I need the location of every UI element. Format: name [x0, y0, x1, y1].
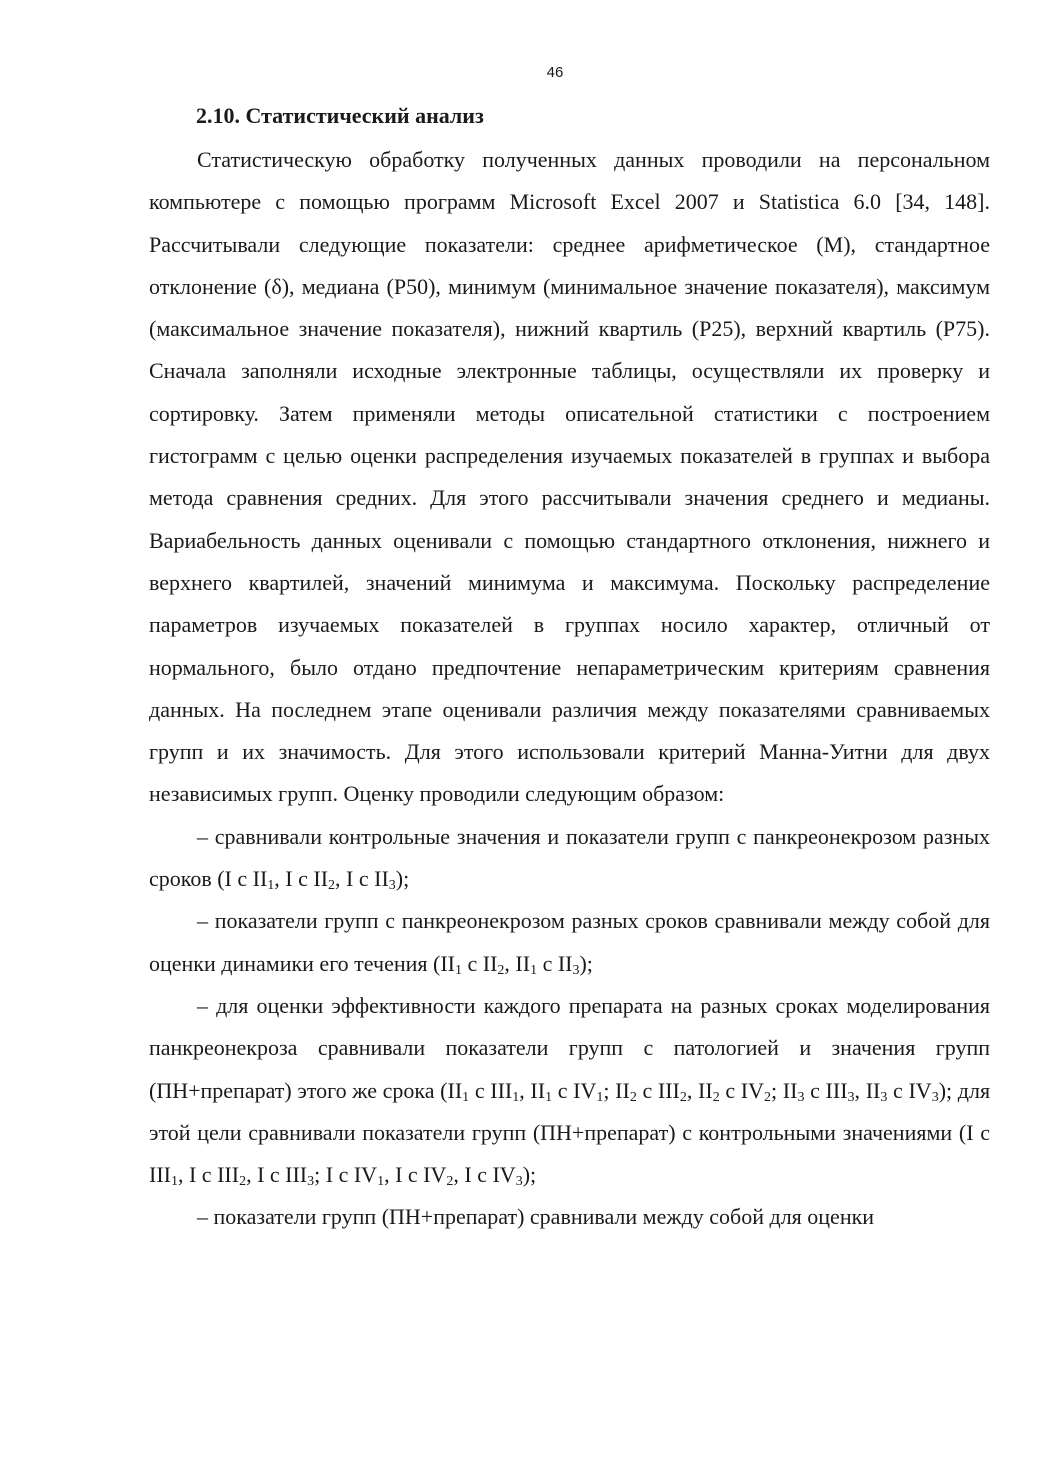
text-run: – показатели групп с панкреонекрозом разных сроков сравнивали между собой для оценки динамики его течения (II	[149, 908, 990, 976]
paragraph	[149, 139, 990, 816]
text-run: , I с III	[246, 1162, 308, 1188]
text-run: , I с II	[335, 866, 389, 892]
subscript: 2	[239, 1174, 247, 1190]
subscript: 3	[880, 1089, 888, 1105]
paragraph	[149, 985, 990, 1196]
text-run: );	[522, 1162, 537, 1188]
text-run: , I с III	[177, 1162, 240, 1188]
subscript: 2	[328, 878, 336, 894]
text-run: с II	[537, 950, 573, 976]
text-run: , II	[519, 1077, 546, 1103]
text-run: – показатели групп (ПН+препарат) сравнивали между собой для оценки	[197, 1204, 875, 1230]
text-run: , II	[686, 1077, 713, 1103]
section-heading: 2.10. Статистический анализ	[196, 103, 484, 128]
subscript: 2	[497, 962, 505, 978]
subscript: 1	[512, 1089, 520, 1105]
subscript: 1	[462, 1089, 470, 1105]
page-number: 46	[546, 64, 564, 81]
text-run: с III	[636, 1077, 680, 1103]
subscript: 2	[446, 1174, 454, 1190]
text-run: );	[579, 950, 593, 976]
text-run: , I с IV	[384, 1162, 447, 1188]
text-run: Статистическую обработку полученных данных проводили на персональном компьютере с помощью программ Microsoft Excel 2007 и Statistica 6.0 [34, 148]. Рассчитывали следующие показатели: среднее арифметическое (М), стандартное отклонение (δ), медиана (Р50), минимум (минимальное значение показателя), максимум (максимальное значение показателя), нижний квартиль (Р25), верхний квартиль (Р75). Сначала заполняли исходные электронные таблицы, осуществляли их проверку и сортировку. Затем применяли методы описательной статистики с построением гистограмм с целью оценки распределения изучаемых показателей в группах и выбора метода сравнения средних. Для этого рассчитывали значения среднего и медианы. Вариабельность данных оценивали с помощью стандартного отклонения, нижнего и верхнего квартилей, значений минимума и максимума. Поскольку распределение параметров изучаемых показателей в группах носило характер, отличный от нормального, было отдано предпочтение непараметрическим критериям сравнения данных. На последнем этапе оценивали различия между показателями сравниваемых групп и их значимость. Для этого использовали критерий Манна-Уитни для двух независимых групп. Оценку проводили следующим образом:	[149, 147, 990, 807]
subscript: 3	[515, 1174, 523, 1190]
text-run: с IV	[552, 1077, 597, 1103]
subscript: 2	[679, 1089, 687, 1105]
text-run: ; II	[771, 1077, 798, 1103]
subscript: 1	[596, 1089, 604, 1105]
text-run: , II	[504, 950, 531, 976]
text-run: );	[395, 866, 410, 892]
subscript: 1	[545, 1089, 553, 1105]
subscript: 3	[307, 1174, 315, 1190]
subscript: 1	[170, 1174, 178, 1190]
subscript: 3	[931, 1089, 939, 1105]
subscript: 2	[712, 1089, 720, 1105]
subscript: 3	[797, 1089, 805, 1105]
paragraph	[149, 900, 990, 985]
text-run: ; II	[603, 1077, 630, 1103]
text-run: с IV	[887, 1077, 932, 1103]
subscript: 2	[629, 1089, 637, 1105]
subscript: 3	[847, 1089, 855, 1105]
subscript: 3	[572, 962, 580, 978]
subscript: 2	[764, 1089, 772, 1105]
subscript: 1	[267, 878, 275, 894]
text-run: с II	[461, 950, 498, 976]
paragraph	[149, 1196, 990, 1238]
text-run: , I с IV	[453, 1162, 516, 1188]
subscript: 1	[377, 1174, 385, 1190]
text-run: с III	[804, 1077, 848, 1103]
text-run: ); для этой цели сравнивали показатели групп (ПН+препарат) с контрольными значениями (I с III	[149, 1077, 991, 1188]
text-run: с IV	[719, 1077, 765, 1103]
body-text	[149, 139, 990, 1239]
text-run: ; I с IV	[314, 1162, 378, 1188]
subscript: 1	[530, 962, 538, 978]
text-run: , II	[854, 1077, 881, 1103]
text-run: , I с II	[274, 866, 329, 892]
subscript: 3	[388, 878, 396, 894]
text-run: с III	[469, 1077, 513, 1103]
text-run: – сравнивали контрольные значения и показатели групп с панкреонекрозом разных сроков (I с II	[149, 823, 990, 892]
subscript: 1	[454, 962, 462, 978]
text-run: – для оценки эффективности каждого препарата на разных сроках моделирования панкреонекроза сравнивали показатели групп с патологией и значения групп (ПН+препарат) этого же срока (II	[149, 992, 990, 1103]
paragraph	[149, 816, 990, 901]
